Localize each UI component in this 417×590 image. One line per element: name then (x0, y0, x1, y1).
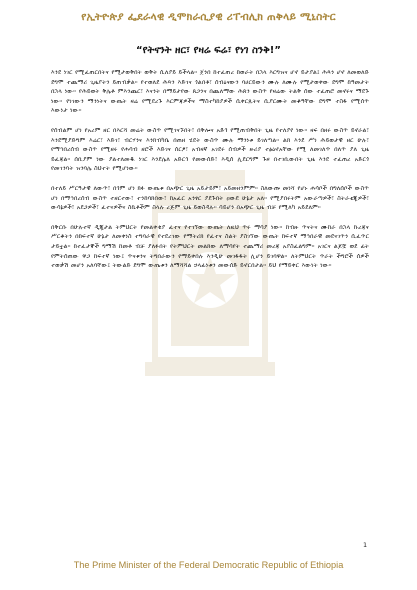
paragraph: የሰብልም ሆነ የአረም ዘር በእርሻ መሬት ውስጥ የሚገናኙበት፣ በቅሎና አድጎ የሚጠብቅበት ጊዜ የተለያየ ነው። ዛፍ በዘሩ ውስጥ ይኖራል፣ እንደሚያድግም እሬር፣ እድገ፣ ብርሃንና እንክብካቤ በጠዘ ሂደት ውስጥ ሙሉ ማንነቱ ይገለጣል። ልክ እንደ ሥነ ሕይወታዊ ዘር ሁሉ፣ የማኅበረሰብ ውስጥ የሚዘሩ የሐሳብ ዘሮች እድገና ሰርፆ፣ አብዛኛ አገደሩ ሰብዎች ዙሪያ ተፅዕኖአቸው የሚ ለመገለጥ በለጥ ያለ ጊዜ ይፈጃል። ሰቢያም ነው ያልተለመዱ ነገር እንደሌለ አድርጎ የመውሰድ፣ እዲሰ ሊደርግም ጉዞ በተገቢውበት ጊዜ እንደ ተፈጠረ አድርጎ የመገንባት ዝንባሌ ስህተት የሚሆነው። (51, 126, 369, 173)
paragraph: በተለይ ሥርዓታዊ ለውጥ፣ በጎም ሆነ ክፉ ውጤቱ በአጭር ጊዜ አይታይም፣ አይመዘንምም። ስለውጡ መነሻ የሆኑ ሐሳቦች በግለሰቦች ውስጥ ሆነ በማኅበረሰብ ውስጥ ተዘርተው፣ ተንከባክበው፣ ከአፈር አንፃር ያደጉበት ዐውደ ሁኔታ አለ። የሚያበሩትም አውራጣዎች፣ ስትራቴጂዎች፣ ውሳኔዎች፣ አደጋዎች፣ ፈተናዎችና ስኬቶችም ስላሉ ረጅም ጊዜ ይወስዳሉ። ሳይሆን በአጭር ጊዜ ብቻ የሚለካ አይደለም። (51, 184, 369, 212)
letterhead-title: የኢትዮጵያ ፌደራላዊ ዲሞክራሲያዊ ሪፐብሊክ ጠቅላይ ሚኒስትር (81, 11, 336, 23)
page-number: 1 (363, 541, 368, 549)
document-title: “የትናንት ዘር፣ የዛሬ ፍሬ፣ የነገ ስንቅ!” (136, 45, 281, 56)
paragraph: በቅርቡ በሁሉተኛ ዲጂታል ትምህርት የመልቀቂያ ፈተና የተገኘው ውጤት ለዚህ ጥሩ ማሳያ ነው። ከብዙ ጥናትና ሙከራ በኋላ ኩረጃና ሥርቆትን በከፍተኛ ሁኔታ ለመቀነስ ተግባራዊ የተደረገው የማትሪክ የፈተና ስልት ያስገኘው ውጤት ከፍተኛ ማኅበራዊ መደናገጥን ሲፈጥር ታይቷል። ከተፈታኞች ግማሽ ከመቶ ብቻ ያለፉበት የትምህርት መልክው ለማሳየት ተጨማሪ መረጃ አያስፈልግም። አገርና ልጆቿ ወደ ፊት የምትሰጠው ዋጋ ከፍተኛ ነው፤ ጥናቱንና ትግበራውን የማይቀበሉ እንዲሁ መገፋፋት ሊሆን ይገባዋል። ለትምህርት ጥራት ችግሮች ሰዎች ተወቃሽ መሆን አለባቸው፤ ትውልድ ደግሞ ውጤቱን ለማሻሻል ኃላፊነቱን መውሰድ ይኖርበታል። ይህ የማይቀር እውነት ነው። (51, 223, 369, 270)
document-body (51, 68, 369, 281)
paragraph: እንደ ነገር የሚፈጠርበትና የሚታወቅበት ወቅት ሲለያይ ይችላል። ጀንበ ከተፈጠረ ከወራት በኋላ እርግዝና ሆኖ ይታያል፤ ሕጻን ሆኖ ለመወለድ ደግሞ ተጨማሪ ጊዜያትን ይጠብቃል። የተወለደ ሕጻን እድገና ጎልበቶ፣ ሰብዕናውን ባሀርይውን ሙሉ ለሙሉ የሚታወቀው ደግሞ ከዓመታት በኋላ ነው። የሕይወት ቅሌቶ ምእንጨር፣ እናንት በማይታየው ጸጋንና በጨለማው ሕጸን ውስጥ የዛሬው ትልቅ ሰው ተፈጠሮ መኖሩና ማደጉ ነው። የነገውን ማንነትና ውጤት ዛሬ የሚደረጉ እርምጃዎችና ማስተካከያዎች ሲቀርጹትና ሲያርሙት መቆዓቸው ደግሞ ተስፋ የሚሰጥ እውነታ ነው። (51, 69, 369, 115)
footer-text: The Prime Minister of the Federal Democratic Republic of Ethiopia (73, 560, 344, 570)
